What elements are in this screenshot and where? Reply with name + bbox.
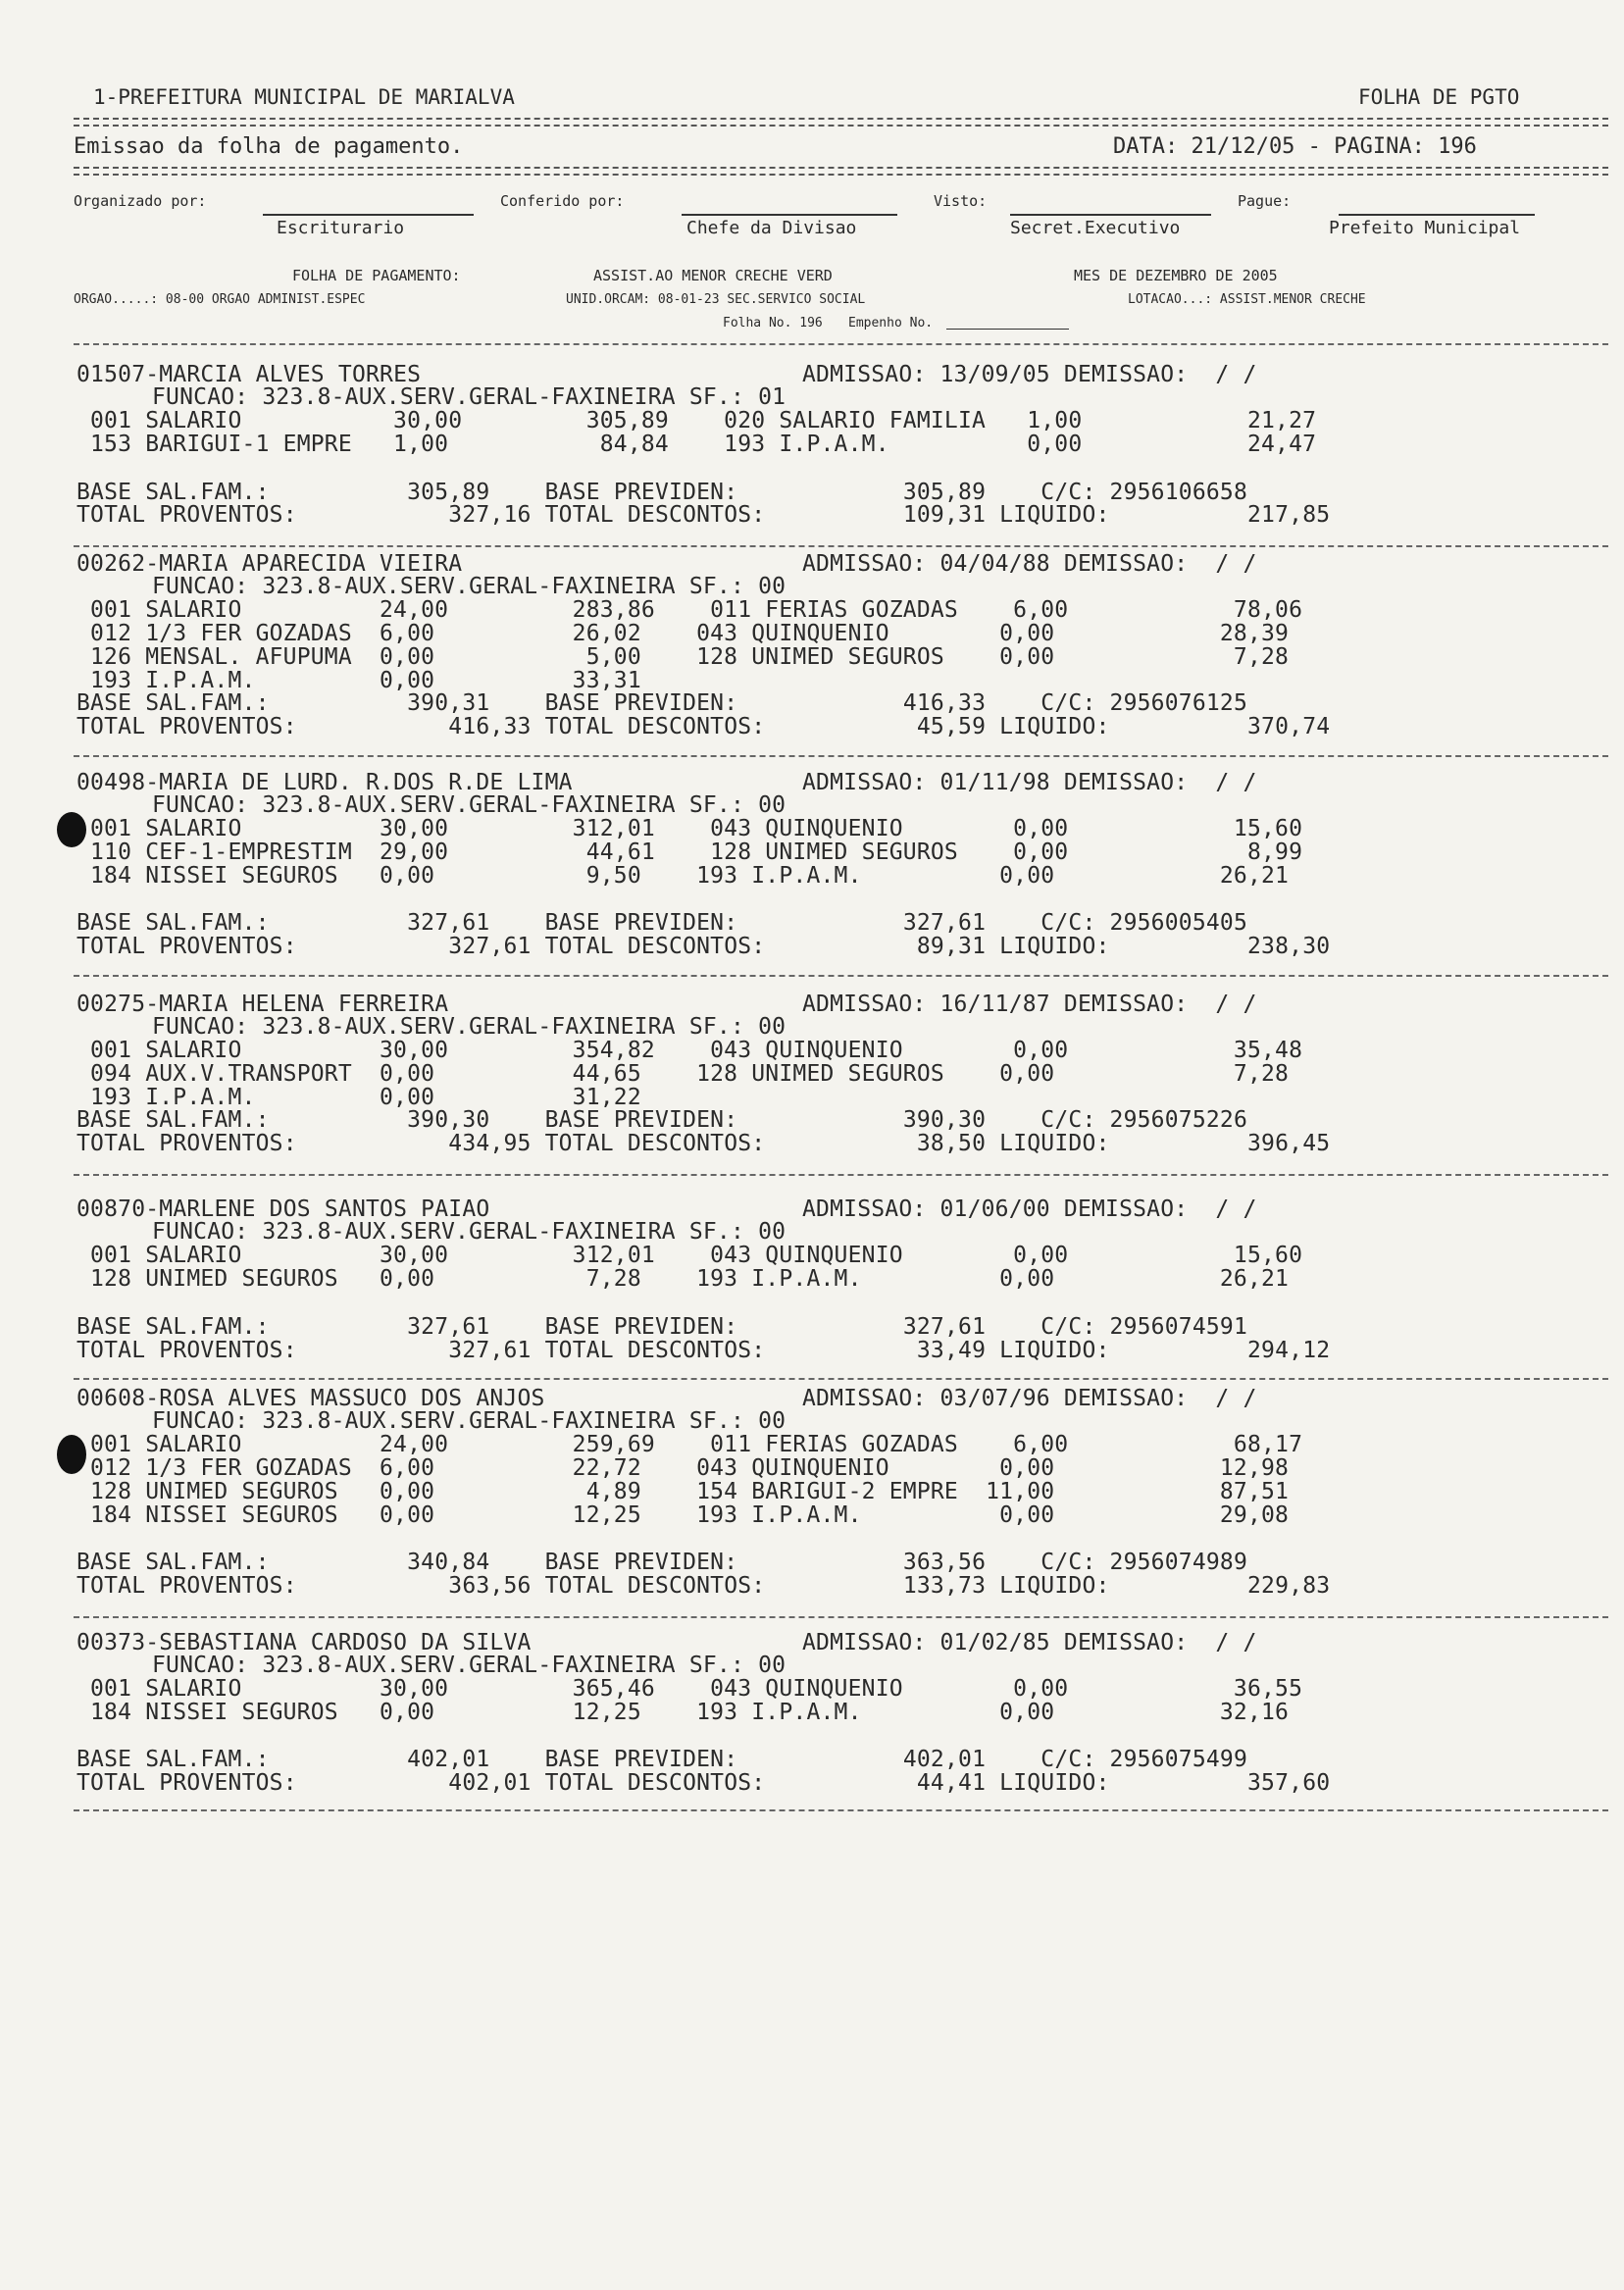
base-line: BASE SAL.FAM.: 327,61 BASE PREVIDEN: 327,61 C/C: 2956005405 [76, 910, 1248, 936]
employee-name: 00608-ROSA ALVES MASSUCO DOS ANJOS [76, 1386, 545, 1411]
payroll-line: 001 SALARIO 24,00 259,69 011 FERIAS GOZADAS 6,00 68,17 [90, 1432, 1303, 1457]
signature-line [1010, 214, 1211, 216]
folha-value: ASSIST.AO MENOR CRECHE VERD [593, 267, 833, 284]
admission-line: ADMISSAO: 01/06/00 DEMISSAO: / / [802, 1196, 1257, 1222]
payroll-line: 193 I.P.A.M. 0,00 31,22 [90, 1085, 641, 1110]
base-line: BASE SAL.FAM.: 327,61 BASE PREVIDEN: 327,61 C/C: 2956074591 [76, 1314, 1248, 1340]
organized-label: Organizado por: [74, 192, 207, 210]
ink-blot [57, 1435, 86, 1474]
base-line: BASE SAL.FAM.: 305,89 BASE PREVIDEN: 305,89 C/C: 2956106658 [76, 480, 1248, 505]
payroll-line: 001 SALARIO 30,00 312,01 043 QUINQUENIO 0,00 15,60 [90, 1243, 1303, 1268]
payroll-line: 128 UNIMED SEGUROS 0,00 4,89 154 BARIGUI-2 EMPRE 11,00 87,51 [90, 1479, 1290, 1504]
payroll-line: 001 SALARIO 24,00 283,86 011 FERIAS GOZADAS 6,00 78,06 [90, 597, 1303, 623]
emission-title: Emissao da folha de pagamento. [74, 134, 464, 159]
separator [74, 1809, 1608, 1811]
employee-name: 00262-MARIA APARECIDA VIEIRA [76, 551, 463, 577]
organized-role: Escriturario [277, 218, 405, 238]
orgao-label: ORGAO.....: 08-00 ORGAO ADMINIST.ESPEC [74, 292, 366, 307]
total-line: TOTAL PROVENTOS: 402,01 TOTAL DESCONTOS: 44,41 LIQUIDO: 357,60 [76, 1770, 1331, 1796]
separator [74, 1378, 1608, 1380]
payroll-line: 184 NISSEI SEGUROS 0,00 12,25 193 I.P.A.M. 0,00 29,08 [90, 1502, 1290, 1528]
base-line: BASE SAL.FAM.: 340,84 BASE PREVIDEN: 363,56 C/C: 2956074989 [76, 1550, 1248, 1575]
payroll-line: 001 SALARIO 30,00 312,01 043 QUINQUENIO 0,00 15,60 [90, 816, 1303, 841]
empenho-label: Empenho No. [848, 316, 934, 331]
function-line: FUNCAO: 323.8-AUX.SERV.GERAL-FAXINEIRA SF.: 00 [152, 792, 787, 818]
admission-line: ADMISSAO: 13/09/05 DEMISSAO: / / [802, 362, 1257, 387]
total-line: TOTAL PROVENTOS: 327,16 TOTAL DESCONTOS: 109,31 LIQUIDO: 217,85 [76, 502, 1331, 528]
folha-number: Folha No. 196 [723, 316, 823, 331]
admission-line: ADMISSAO: 01/11/98 DEMISSAO: / / [802, 770, 1257, 795]
separator [74, 545, 1608, 547]
admission-line: ADMISSAO: 16/11/87 DEMISSAO: / / [802, 992, 1257, 1017]
base-line: BASE SAL.FAM.: 402,01 BASE PREVIDEN: 402,01 C/C: 2956075499 [76, 1747, 1248, 1772]
checked-label: Conferido por: [500, 192, 625, 210]
payroll-line: 128 UNIMED SEGUROS 0,00 7,28 193 I.P.A.M. 0,00 26,21 [90, 1266, 1290, 1292]
total-line: TOTAL PROVENTOS: 434,95 TOTAL DESCONTOS: 38,50 LIQUIDO: 396,45 [76, 1131, 1331, 1156]
lotacao-label: LOTACAO...: ASSIST.MENOR CRECHE [1128, 292, 1366, 307]
pay-role: Prefeito Municipal [1329, 218, 1521, 238]
employee-name: 00498-MARIA DE LURD. R.DOS R.DE LIMA [76, 770, 573, 795]
payroll-line: 184 NISSEI SEGUROS 0,00 9,50 193 I.P.A.M. 0,00 26,21 [90, 863, 1290, 889]
org-name: 1-PREFEITURA MUNICIPAL DE MARIALVA [93, 85, 515, 109]
payroll-line: 110 CEF-1-EMPRESTIM 29,00 44,61 128 UNIMED SEGUROS 0,00 8,99 [90, 840, 1303, 865]
separator [74, 755, 1608, 757]
empenho-line [946, 329, 1069, 330]
date-page: DATA: 21/12/05 - PAGINA: 196 [1113, 134, 1477, 159]
admission-line: ADMISSAO: 03/07/96 DEMISSAO: / / [802, 1386, 1257, 1411]
double-rule [74, 167, 1608, 176]
employee-name: 01507-MARCIA ALVES TORRES [76, 362, 422, 387]
function-line: FUNCAO: 323.8-AUX.SERV.GERAL-FAXINEIRA SF.: 00 [152, 1014, 787, 1040]
pay-label: Pague: [1238, 192, 1292, 210]
month-label: MES DE DEZEMBRO DE 2005 [1074, 267, 1278, 284]
signature-line [682, 214, 897, 216]
total-line: TOTAL PROVENTOS: 363,56 TOTAL DESCONTOS: 133,73 LIQUIDO: 229,83 [76, 1573, 1331, 1599]
folha-label: FOLHA DE PAGAMENTO: [292, 267, 461, 284]
function-line: FUNCAO: 323.8-AUX.SERV.GERAL-FAXINEIRA SF.: 01 [152, 384, 787, 410]
payroll-line: 094 AUX.V.TRANSPORT 0,00 44,65 128 UNIMED SEGUROS 0,00 7,28 [90, 1061, 1290, 1087]
function-line: FUNCAO: 323.8-AUX.SERV.GERAL-FAXINEIRA SF.: 00 [152, 1408, 787, 1434]
separator [74, 1616, 1608, 1618]
checked-role: Chefe da Divisao [686, 218, 857, 238]
doc-type: FOLHA DE PGTO [1358, 85, 1520, 109]
double-rule [74, 118, 1608, 127]
function-line: FUNCAO: 323.8-AUX.SERV.GERAL-FAXINEIRA SF.: 00 [152, 1653, 787, 1678]
payroll-line: 001 SALARIO 30,00 305,89 020 SALARIO FAMILIA 1,00 21,27 [90, 408, 1317, 433]
payroll-line: 001 SALARIO 30,00 365,46 043 QUINQUENIO 0,00 36,55 [90, 1676, 1303, 1702]
signature-line [1339, 214, 1535, 216]
total-line: TOTAL PROVENTOS: 327,61 TOTAL DESCONTOS: 89,31 LIQUIDO: 238,30 [76, 934, 1331, 959]
total-line: TOTAL PROVENTOS: 327,61 TOTAL DESCONTOS: 33,49 LIQUIDO: 294,12 [76, 1338, 1331, 1363]
payroll-line: 193 I.P.A.M. 0,00 33,31 [90, 668, 641, 693]
admission-line: ADMISSAO: 01/02/85 DEMISSAO: / / [802, 1630, 1257, 1655]
function-line: FUNCAO: 323.8-AUX.SERV.GERAL-FAXINEIRA SF.: 00 [152, 574, 787, 599]
payroll-line: 001 SALARIO 30,00 354,82 043 QUINQUENIO 0,00 35,48 [90, 1038, 1303, 1063]
payroll-line: 153 BARIGUI-1 EMPRE 1,00 84,84 193 I.P.A.M. 0,00 24,47 [90, 432, 1317, 457]
ink-blot [57, 812, 86, 847]
admission-line: ADMISSAO: 04/04/88 DEMISSAO: / / [802, 551, 1257, 577]
payroll-line: 126 MENSAL. AFUPUMA 0,00 5,00 128 UNIMED SEGUROS 0,00 7,28 [90, 644, 1290, 670]
seen-label: Visto: [934, 192, 988, 210]
separator [74, 343, 1608, 345]
function-line: FUNCAO: 323.8-AUX.SERV.GERAL-FAXINEIRA SF.: 00 [152, 1219, 787, 1245]
employee-name: 00870-MARLENE DOS SANTOS PAIAO [76, 1196, 490, 1222]
separator [74, 1174, 1608, 1176]
payroll-line: 184 NISSEI SEGUROS 0,00 12,25 193 I.P.A.M. 0,00 32,16 [90, 1700, 1290, 1725]
seen-role: Secret.Executivo [1010, 218, 1181, 238]
base-line: BASE SAL.FAM.: 390,31 BASE PREVIDEN: 416,33 C/C: 2956076125 [76, 690, 1248, 716]
payroll-line: 012 1/3 FER GOZADAS 6,00 22,72 043 QUINQUENIO 0,00 12,98 [90, 1455, 1290, 1481]
employee-name: 00275-MARIA HELENA FERREIRA [76, 992, 449, 1017]
total-line: TOTAL PROVENTOS: 416,33 TOTAL DESCONTOS: 45,59 LIQUIDO: 370,74 [76, 714, 1331, 739]
separator [74, 975, 1608, 977]
payroll-line: 012 1/3 FER GOZADAS 6,00 26,02 043 QUINQUENIO 0,00 28,39 [90, 621, 1290, 646]
signature-line [263, 214, 474, 216]
unid-label: UNID.ORCAM: 08-01-23 SEC.SERVICO SOCIAL [566, 292, 866, 307]
employee-name: 00373-SEBASTIANA CARDOSO DA SILVA [76, 1630, 532, 1655]
base-line: BASE SAL.FAM.: 390,30 BASE PREVIDEN: 390,30 C/C: 2956075226 [76, 1107, 1248, 1133]
